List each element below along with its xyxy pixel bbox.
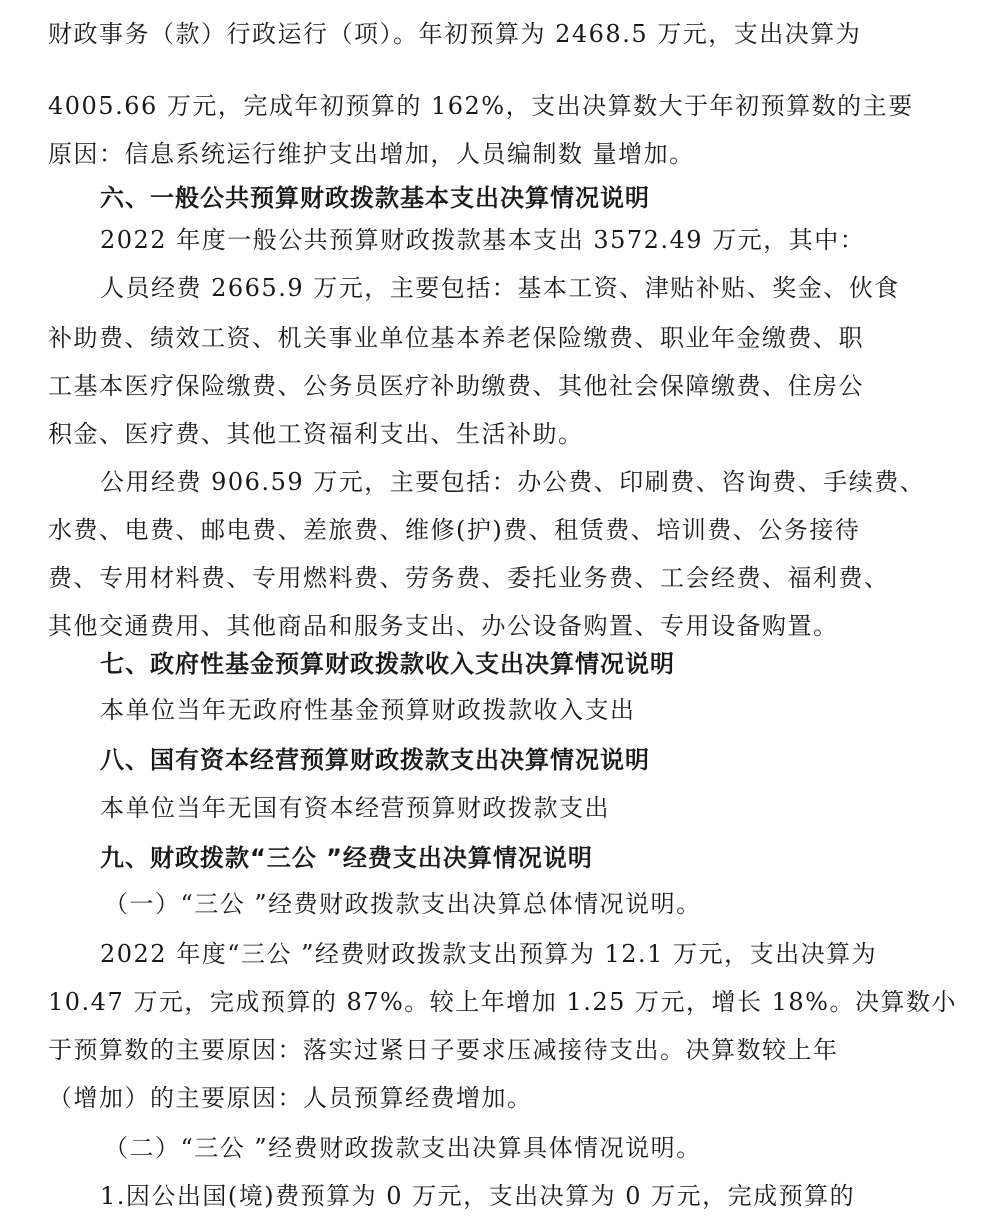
section-heading-9: 九、财政拨款“三公 ”经费支出决算情况说明 (100, 844, 593, 872)
paragraph-line: 费、专用材料费、专用燃料费、劳务费、委托业务费、工会经费、福利费、 (48, 564, 890, 592)
paragraph-line: 原因：信息系统运行维护支出增加，人员编制数 量增加。 (48, 140, 695, 168)
paragraph-line: 1.因公出国(境)费预算为 0 万元，支出决算为 0 万元，完成预算的 (100, 1182, 856, 1210)
paragraph-line: 工基本医疗保险缴费、公务员医疗补助缴费、其他社会保障缴费、住房公 (48, 372, 864, 400)
paragraph-line: 人员经费 2665.9 万元，主要包括：基本工资、津贴补贴、奖金、伙食 (100, 274, 900, 302)
paragraph-line: 财政事务（款）行政运行（项）。年初预算为 2468.5 万元，支出决算为 (48, 20, 862, 48)
paragraph-line: 其他交通费用、其他商品和服务支出、办公设备购置、专用设备购置。 (48, 612, 839, 640)
section-heading-8: 八、国有资本经营预算财政拨款支出决算情况说明 (100, 746, 650, 774)
section-heading-7: 七、政府性基金预算财政拨款收入支出决算情况说明 (100, 650, 675, 678)
subsection-heading-1: （一）“三公 ”经费财政拨款支出决算总体情况说明。 (104, 890, 702, 918)
paragraph-line: 2022 年度一般公共预算财政拨款基本支出 3572.49 万元，其中： (100, 226, 866, 254)
paragraph-line: 4005.66 万元，完成年初预算的 162%，支出决算数大于年初预算数的主要 (48, 92, 914, 120)
paragraph-line: 补助费、绩效工资、机关事业单位基本养老保险缴费、职业年金缴费、职 (48, 324, 864, 352)
paragraph-line: 水费、电费、邮电费、差旅费、维修(护)费、租赁费、培训费、公务接待 (48, 516, 861, 544)
paragraph-line: 2022 年度“三公 ”经费财政拨款支出预算为 12.1 万元，支出决算为 (100, 940, 878, 968)
section-heading-6: 六、一般公共预算财政拨款基本支出决算情况说明 (100, 184, 650, 212)
paragraph-line: 本单位当年无政府性基金预算财政拨款收入支出 (100, 696, 636, 724)
paragraph-line: 于预算数的主要原因：落实过紧日子要求压减接待支出。决算数较上年 (48, 1036, 839, 1064)
paragraph-line: 10.47 万元，完成预算的 87%。较上年增加 1.25 万元，增长 18%。决算数小 (48, 988, 957, 1016)
paragraph-line: （增加）的主要原因：人员预算经费增加。 (48, 1084, 533, 1112)
paragraph-line: 公用经费 906.59 万元，主要包括：办公费、印刷费、咨询费、手续费、 (100, 468, 926, 496)
subsection-heading-2: （二）“三公 ”经费财政拨款支出决算具体情况说明。 (104, 1134, 702, 1162)
paragraph-line: 积金、医疗费、其他工资福利支出、生活补助。 (48, 420, 584, 448)
paragraph-line: 本单位当年无国有资本经营预算财政拨款支出 (100, 794, 610, 822)
